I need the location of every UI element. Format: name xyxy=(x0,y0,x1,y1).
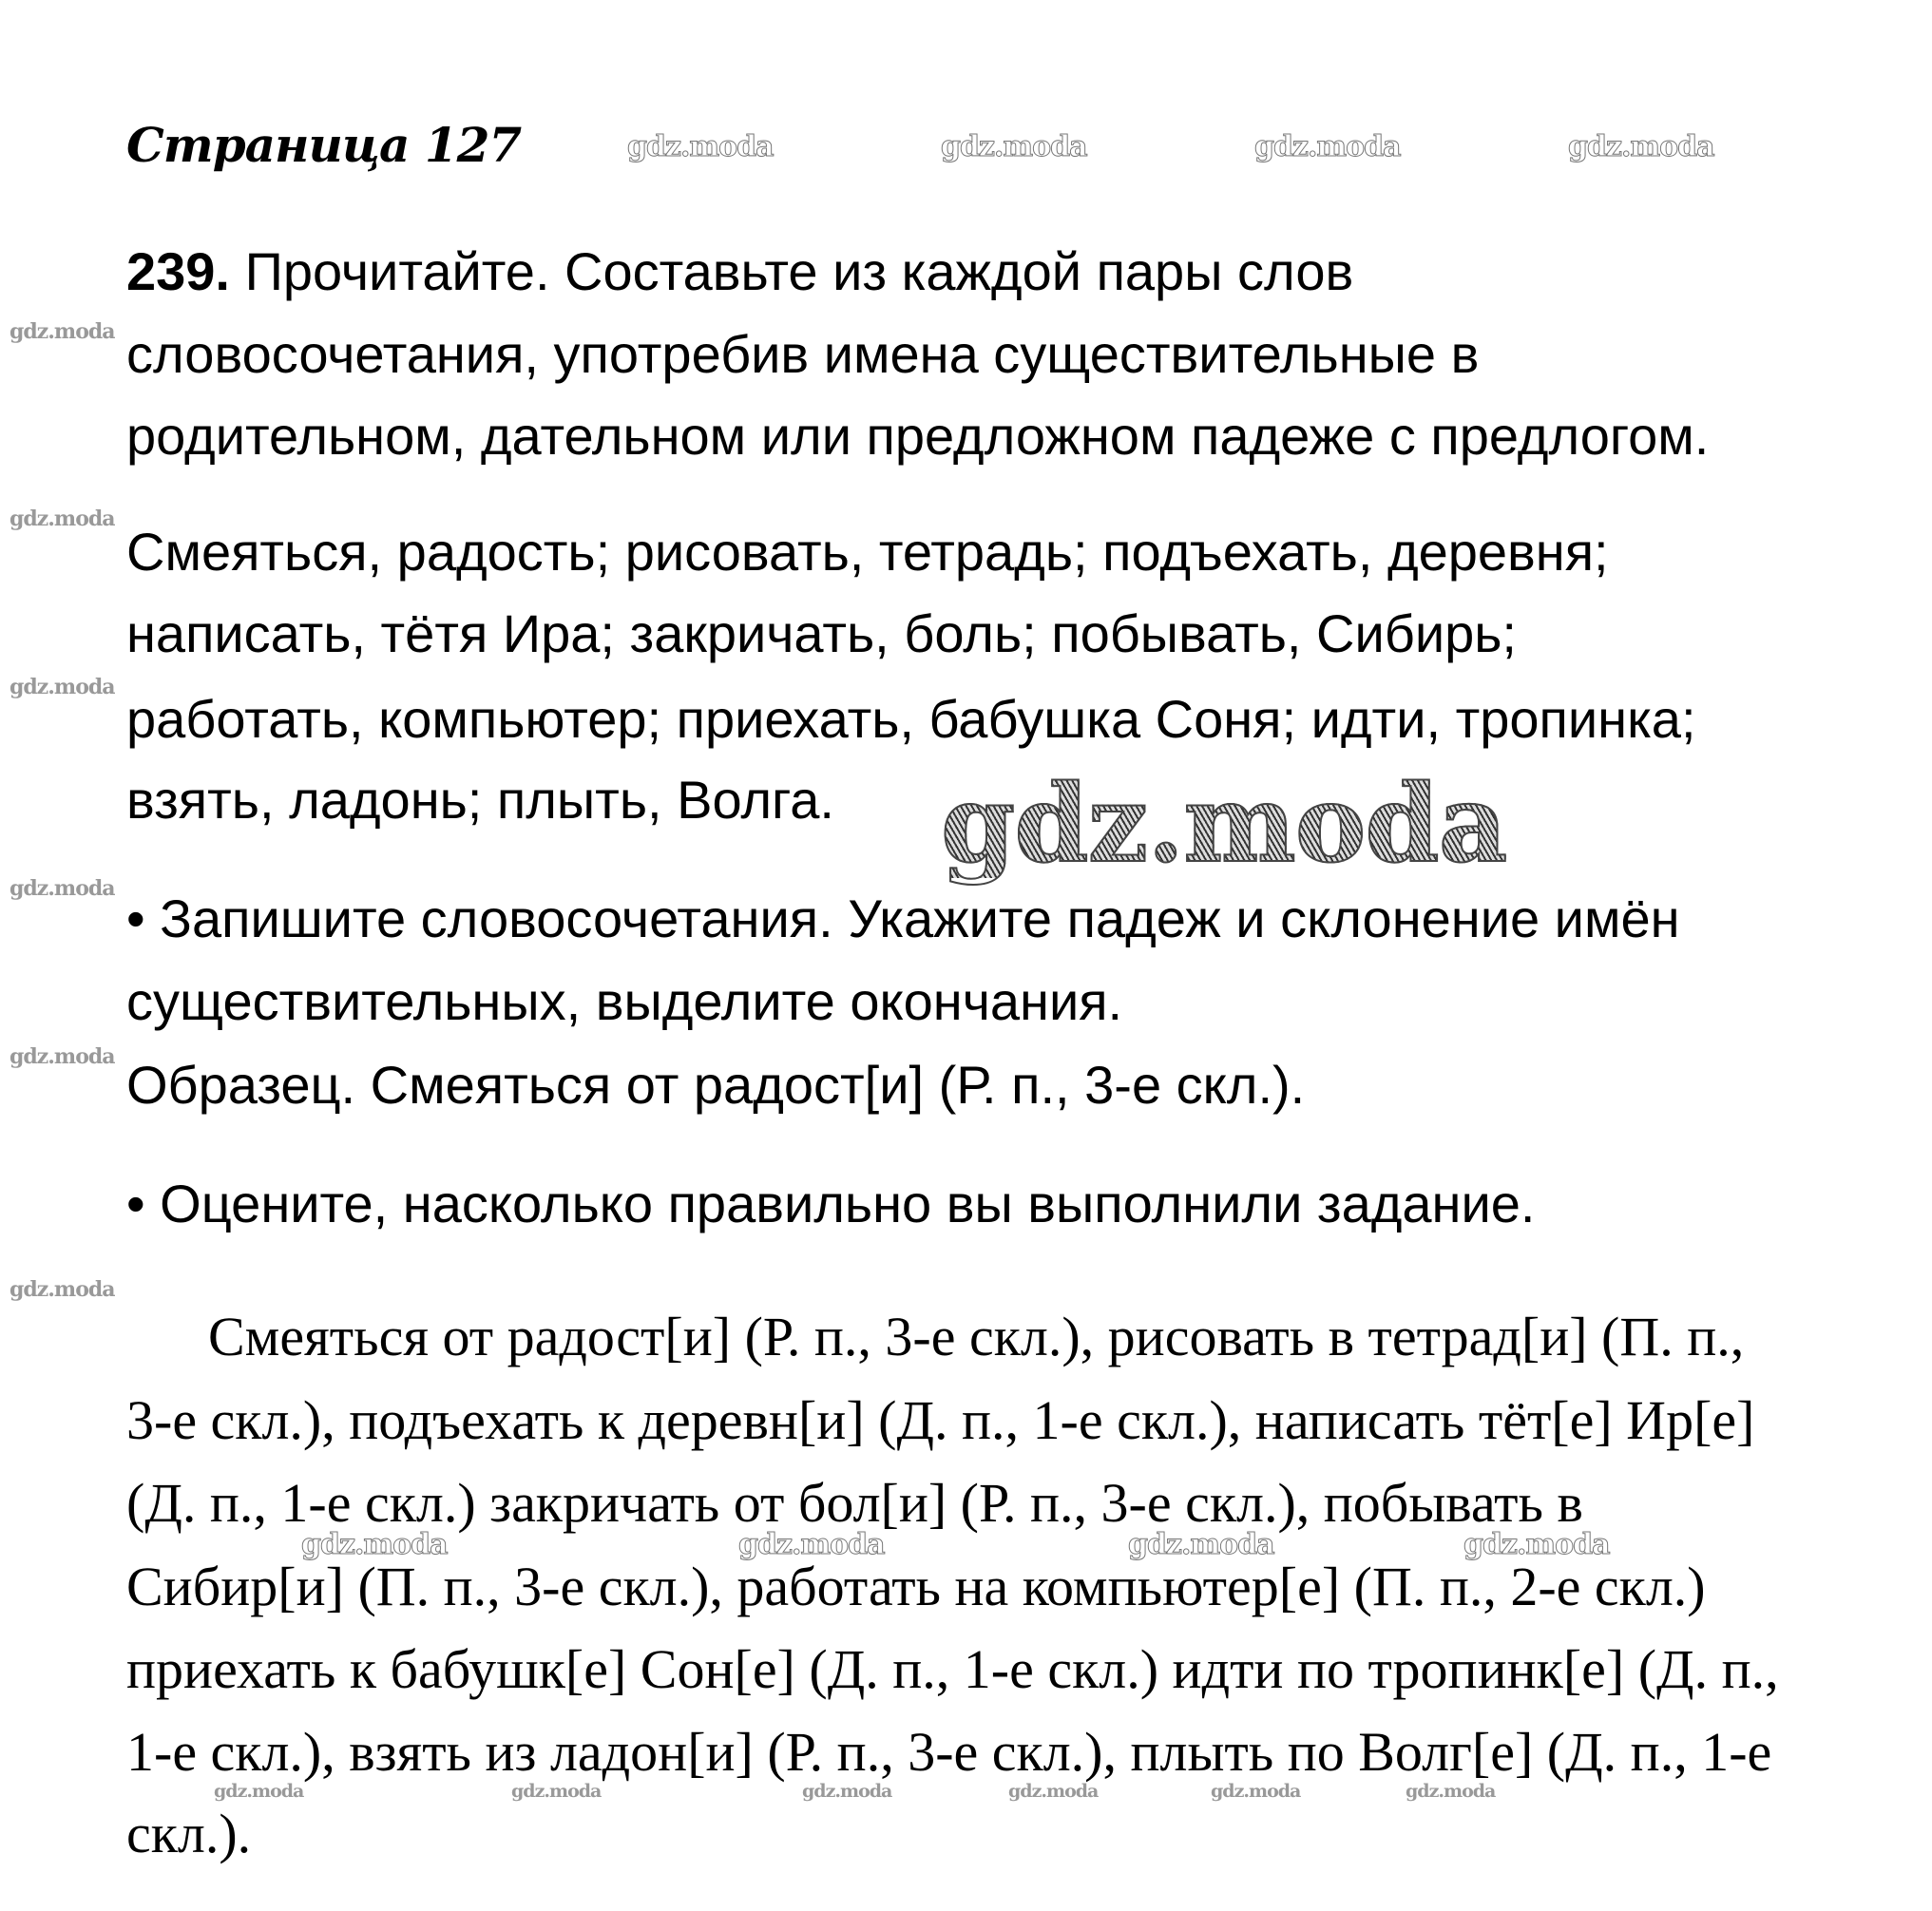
task-line xyxy=(126,889,1680,948)
task-line-text: Смеяться, радость; рисовать, тетрадь; подъехать, деревня; xyxy=(126,522,1609,582)
watermark: gdz.moda xyxy=(511,1781,602,1802)
task-line-text: родительном, дательном или предложном падеже с предлогом. xyxy=(126,406,1710,466)
task-line-text: существительных, выделите окончания. xyxy=(126,971,1123,1031)
watermark: gdz.moda xyxy=(10,506,115,531)
answer-line: скл.). xyxy=(126,1803,252,1864)
watermark: gdz.moda xyxy=(1568,130,1714,163)
task-line-text: Образец. Смеяться от радост[и] (Р. п., 3-е скл.). xyxy=(126,1055,1306,1115)
task-line xyxy=(126,324,1480,384)
watermark: gdz.moda xyxy=(10,675,115,699)
task-line-text: взять, ладонь; плыть, Волга. xyxy=(126,770,834,830)
watermark: gdz.moda xyxy=(1211,1781,1301,1802)
watermark: gdz.moda xyxy=(1463,1528,1610,1561)
watermark: gdz.moda xyxy=(1008,1781,1099,1802)
watermark: gdz.moda xyxy=(10,1277,115,1302)
answer-line: Смеяться от радост[и] (Р. п., 3-е скл.), рисовать в тетрад[и] (П. п., xyxy=(208,1306,1745,1367)
task-line xyxy=(126,1174,1536,1233)
task-line xyxy=(126,689,1696,749)
task-line xyxy=(126,522,1609,582)
task-line xyxy=(126,971,1123,1031)
task-line-text: Прочитайте. Составьте из каждой пары слов xyxy=(244,241,1354,301)
answer-line: 1-е скл.), взять из ладон[и] (Р. п., 3-е скл.), плыть по Волг[е] (Д. п., 1-е xyxy=(126,1721,1772,1783)
task-line xyxy=(126,603,1517,663)
task-line xyxy=(126,406,1710,466)
watermark: gdz.moda xyxy=(941,762,1507,887)
watermark: gdz.moda xyxy=(627,130,774,163)
task-line xyxy=(126,1055,1306,1115)
watermark: gdz.moda xyxy=(1406,1781,1496,1802)
watermark: gdz.moda xyxy=(1128,1528,1274,1561)
answer-line: приехать к бабушк[е] Сон[е] (Д. п., 1-е скл.) идти по тропинк[е] (Д. п., xyxy=(126,1638,1779,1700)
task-line xyxy=(126,770,834,830)
task-number: 239. xyxy=(126,241,245,301)
task-line-text: • Оцените, насколько правильно вы выполнили задание. xyxy=(126,1174,1536,1233)
answer-line: (Д. п., 1-е скл.) закричать от бол[и] (Р. п., 3-е скл.), побывать в xyxy=(126,1472,1583,1534)
answer-line: Сибир[и] (П. п., 3-е скл.), работать на компьютер[е] (П. п., 2-е скл.) xyxy=(126,1556,1706,1617)
watermark: gdz.moda xyxy=(214,1781,304,1802)
task-line-text: • Запишите словосочетания. Укажите падеж и склонение имён xyxy=(126,889,1680,948)
watermark: gdz.moda xyxy=(941,130,1087,163)
watermark: gdz.moda xyxy=(10,319,115,344)
watermark: gdz.moda xyxy=(802,1781,892,1802)
watermark: gdz.moda xyxy=(10,876,115,901)
page-title: Страница 127 xyxy=(126,117,522,173)
task-line xyxy=(126,241,1354,301)
watermark: gdz.moda xyxy=(738,1528,885,1561)
watermark: gdz.moda xyxy=(301,1528,448,1561)
task-line-text: написать, тётя Ира; закричать, боль; побывать, Сибирь; xyxy=(126,603,1517,663)
answer-line: 3-е скл.), подъехать к деревн[и] (Д. п., 1-е скл.), написать тёт[е] Ир[е] xyxy=(126,1389,1755,1451)
watermark: gdz.moda xyxy=(10,1044,115,1069)
task-line-text: работать, компьютер; приехать, бабушка Соня; идти, тропинка; xyxy=(126,689,1696,749)
watermark: gdz.moda xyxy=(1254,130,1401,163)
task-line-text: словосочетания, употребив имена существительные в xyxy=(126,324,1480,384)
